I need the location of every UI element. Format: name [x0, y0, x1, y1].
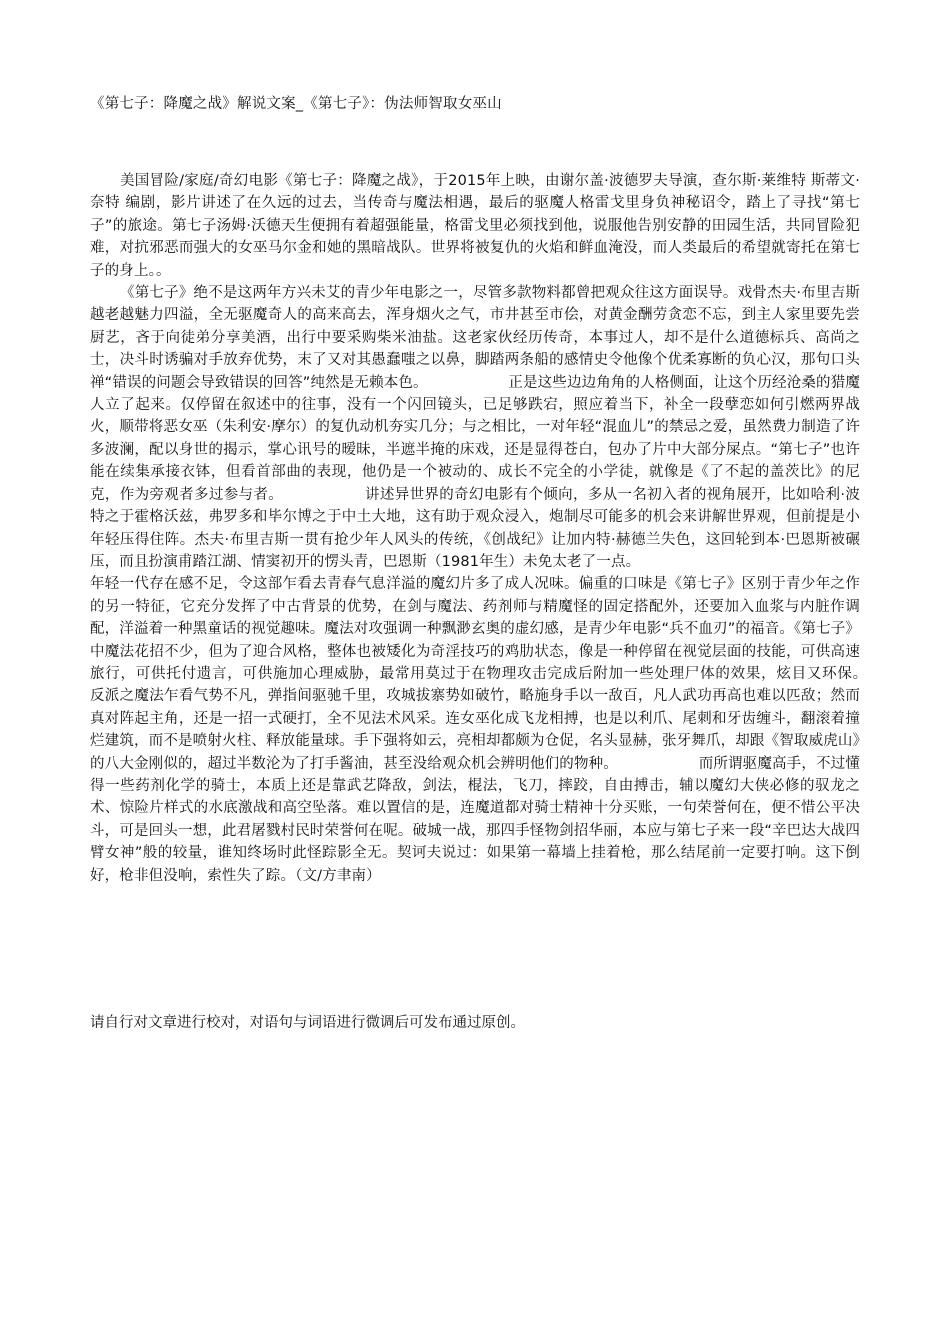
paragraph-intro: 美国冒险/家庭/奇幻电影《第七子：降魔之战》，于2015年上映，由谢尔盖·波德罗夫导演，查尔斯·莱维特 斯蒂文·奈特 编剧，影片讲述了在久远的过去，当传奇与魔法相遇，最后的驱魔人格雷戈里身负神秘诏令，踏上了寻找“第七子”的旅途。第七子汤姆·沃德天生便拥有着超强能量，格雷戈里必须找到他，说服他告别安静的田园生活，共同冒险犯难，对抗邪恶而强大的女巫马尔金和她的黑暗战队。世界将被复仇的火焰和鲜血淹没，而人类最后的希望就寄托在第七子的身上。。 [90, 173, 860, 279]
article-body [90, 170, 948, 887]
footer-note: 请自行对文章进行校对，对语句与词语进行微调后可发布通过原创。 [90, 1015, 525, 1031]
paragraph-review-part-2: 年轻一代存在感不足，令这部乍看去青春气息洋溢的魔幻片多了成人况味。偏重的口味是《第七子》区别于青少年之作的另一特征，它充分发挥了中古背景的优势，在剑与魔法、药剂师与精魔怪的固定搭配外，还要加入血浆与内脏作调配，洋溢着一种黑童话的视觉趣味。魔法对攻强调一种飘渺玄奥的虚幻感，是青少年电影“兵不血刃”的福音。《第七子》中魔法花招不少，但为了迎合风格，整体也被矮化为奇淫技巧的鸡肋状态，像是一种停留在视觉层面的技能，可供高速旅行，可供托付遗言，可供施加心理威胁，最常用莫过于在物理攻击完成后附加一些处理尸体的效果，炫目又环保。 反派之魔法乍看气势不凡，弹指间驱驰千里，攻城拔寨势如破竹，略施身手以一敌百，凡人武功再高也难以匹敌；然而真对阵起主角，还是一招一式硬打，全不见法术风采。连女巫化成飞龙相搏，也是以利爪、尾刺和牙齿缠斗，翻滚着撞烂建筑，而不是喷射火柱、释放能量球。手下强将如云，亮相却都颇为仓促，名头显赫，张牙舞爪，却跟《智取威虎山》的八大金刚似的，超过半数沦为了打手酱油，甚至没给观众机会辨明他们的物种。 而所谓驱魔高手，不过懂得一些药剂化学的骑士，本质上还是靠武艺降敌，剑法，棍法，飞刀，摔跤，自由搏击，辅以魔幻大侠必修的驭龙之术、惊险片样式的水底激战和高空坠落。难以置信的是，连魔道都对骑士精神十分买账，一句荣誉何在，便不惜公平决斗，可是回头一想，此君屠戮村民时荣誉何在呢。破城一战，那四手怪物剑招华丽，本应与第七子来一段“辛巴达大战四臂女神”般的较量，谁知终场时此怪踪影全无。契诃夫说过：如果第一幕墙上挂着枪，那么结尾前一定要打响。这下倒好，枪非但没响，索性失了踪。（文/方聿南） [90, 576, 948, 884]
document-title: 《第七子：降魔之战》解说文案_《第七子》：伪法师智取女巫山 [90, 96, 502, 112]
paragraph-review-part-1: 《第七子》绝不是这两年方兴未艾的青少年电影之一，尽管多款物料都曾把观众往这方面误导。戏骨杰夫·布里吉斯越老越魅力四溢，全无驱魔奇人的高来高去，浑身烟火之气，市井甚至市侩，对黄金酬劳贪恋不忘，到主人家里要先尝厨艺，吝于向徒弟分享美酒，出行中要采购柴米油盐。这老家伙经历传奇，本事过人，却不是什么道德标兵、高尚之士，决斗时诱骗对手放弃优势，末了又对其愚蠢嗤之以鼻，脚踏两条船的感情史令他像个优柔寡断的负心汉，那句口头禅“错误的问题会导致错误的回答”纯然是无赖本色。 正是这些边边角角的人格侧面，让这个历经沧桑的猎魔人立了起来。仅停留在叙述中的往事，没有一个闪回镜头，已足够跌宕，照应着当下，补全一段孽恋如何引燃两界战火，顺带将恶女巫（朱利安·摩尔）的复仇动机夯实几分；与之相比，一对年轻“混血儿”的禁忌之爱，虽然费力制造了许多波澜，配以身世的揭示，掌心讯号的暧昧，半遮半掩的床戏，还是显得苍白，包办了片中大部分屎点。“第七子”也许能在续集承接衣钵，但看首部曲的表现，他仍是一个被动的、成长不完全的小学徒，就像是《了不起的盖茨比》的尼克，作为旁观者多过参与者。 讲述异世界的奇幻电影有个倾向，多从一名初入者的视角展开，比如哈利·波特之于霍格沃兹，弗罗多和毕尔博之于中土大地，这有助于观众浸入，炮制尽可能多的机会来讲解世界观，但前提是小年轻压得住阵。杰夫·布里吉斯一贯有抢少年人风头的传统，《创战纪》让加内特·赫德兰失色，这回轮到本·巴恩斯被碾压，而且扮演甫踏江湖、情窦初开的愣头青，巴恩斯（1981年生）未免太老了一点。 [90, 285, 860, 570]
